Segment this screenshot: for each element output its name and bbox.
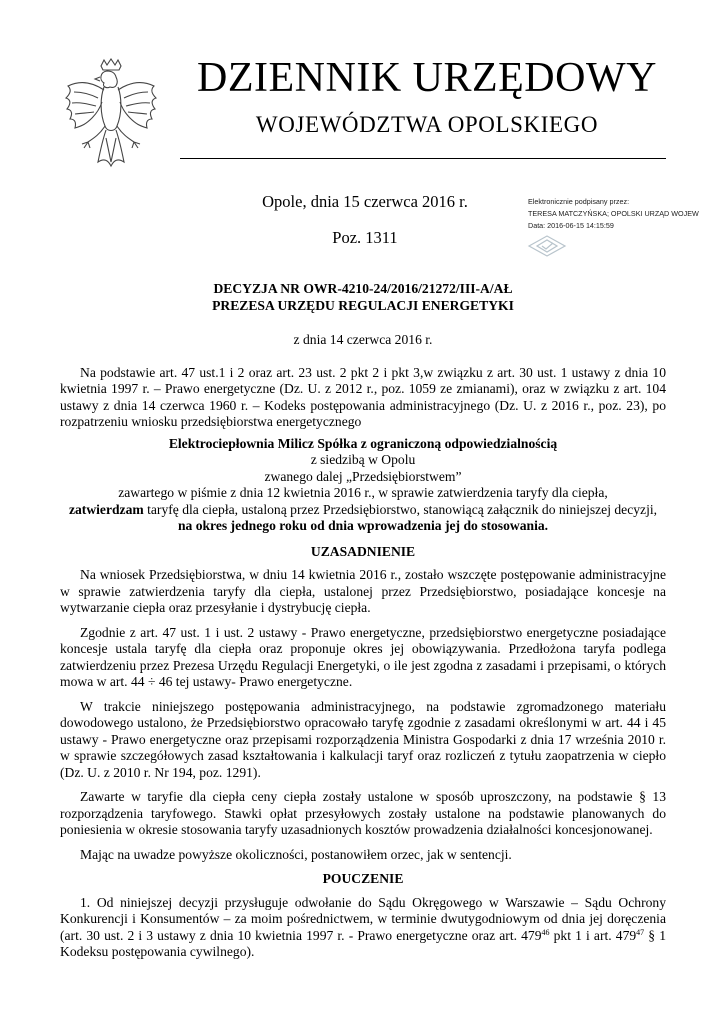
company-alias: zwanego dalej „Przedsiębiorstwem” <box>264 468 462 484</box>
approval-statement <box>60 502 666 519</box>
journal-subtitle: WOJEWÓDZTWA OPOLSKIEGO <box>255 112 599 137</box>
journal-title: DZIENNIK URZĘDOWY <box>197 55 657 101</box>
justification-paragraph: Zgodnie z art. 47 ust. 1 i ust. 2 ustawy - Prawo energetyczne, przedsiębiorstwo energetyczne posiadające koncesje ustala taryfę dla ciepła oraz proponuje okres jej obowiązywania. Przedłożona taryfa podlega zatwierdzeniu przez Prezesa Urzędu Regulacji Energetyki, o ile jest zgodna z zasadami i przepisami, o których mowa w art. 44 ÷ 46 tej ustawy- Prawo energetyczne. <box>60 624 666 689</box>
company-seat: z siedzibą w Opolu <box>310 452 416 467</box>
instruction-heading: POUCZENIE <box>322 871 404 886</box>
signature-check-icon <box>527 234 567 258</box>
application-reference: zawartego w piśmie z dnia 12 kwietnia 2016 r., w sprawie zatwierdzenia taryfy dla ciepła, <box>118 485 608 500</box>
justification-heading: UZASADNIENIE <box>310 543 416 559</box>
eagle-emblem-icon <box>62 58 160 168</box>
instruction-paragraph <box>60 895 666 961</box>
justification-paragraph: Zawarte w taryfie dla ciepła ceny ciepła zostały ustalone w sposób uproszczony, na podstawie § 13 rozporządzenia taryfowego. Stawki opłat przesyłowych zostały ustalone na podstawie planowanych do poniesienia w okresie stosowania taryfy uzasadnionych kosztów prowadzenia działalności koncesjonowanej. <box>60 789 666 837</box>
signature-signer: TERESA MATCZYŃSKA; OPOLSKI URZĄD WOJEW <box>528 209 699 218</box>
instruction-text-mid: pkt 1 i art. 479 <box>549 927 637 943</box>
header-divider <box>180 158 666 159</box>
instruction-text-end: § 1 Kodeksu postępowania cywilnego). <box>60 927 666 959</box>
article-superscript: 46 <box>541 927 550 937</box>
electronic-signature <box>528 196 718 232</box>
company-name: Elektrociepłownia Milicz Spółka z ograniczoną odpowiedzialnością <box>168 435 558 451</box>
decision-date: z dnia 14 czerwca 2016 r. <box>293 332 433 347</box>
decision-number: DECYZJA NR OWR-4210-24/2016/21272/III-A/AŁ <box>213 281 513 296</box>
justification-paragraph: Na wniosek Przedsiębiorstwa, w dniu 14 kwietnia 2016 r., zostało wszczęte postępowanie administracyjne w sprawie zatwierdzenia taryfy dla ciepła, ustalonej przez Przedsiębiorstwo, posiadające koncesje na wytwarzanie ciepła oraz przesyłanie i dystrybucję ciepła. <box>60 567 666 615</box>
article-superscript: 47 <box>636 927 645 937</box>
instruction-text-start: 1. Od niniejszej decyzji przysługuje odwołanie do Sądu Okręgowego w Warszawie – Sądu Ochrony Konkurencji i Konsumentów – za moim pośrednictwem, w terminie dwutygodniowym od dnia jej doręczenia (art. 30 ust. 2 i 3 ustawy z dnia 10 kwietnia 1997 r. - Prawo energetyczne oraz art. 479 <box>60 894 666 943</box>
position-number: Poz. 1311 <box>332 228 398 247</box>
justification-paragraph: W trakcie niniejszego postępowania administracyjnego, na podstawie zgromadzonego materiału dowodowego ustalono, że Przedsiębiorstwo opracowało taryfę zgodnie z zasadami określonymi w art. 44 i 45 ustawy - Prawo energetyczne oraz przepisami rozporządzenia Ministra Gospodarki z dnia 17 września 2010 r. w sprawie szczegółowych zasad kształtowania i kalkulacji taryf oraz rozliczeń z tytułu zaopatrzenia w ciepło (Dz. U. z 2010 r. Nr 194, poz. 1291). <box>60 698 666 780</box>
approve-keyword: zatwierdzam <box>68 501 144 517</box>
justification-paragraph: Mając na uwadze powyższe okoliczności, postanowiłem orzec, jak w sentencji. <box>80 846 512 862</box>
decision-intro: Na podstawie art. 47 ust.1 i 2 oraz art. 23 ust. 2 pkt 2 i pkt 3,w związku z art. 30 ust. 1 ustawy z dnia 10 kwietnia 1997 r. – Prawo energetyczne (Dz. U. z 2012 r., poz. 1059 ze zmianami), oraz w związku z art. 104 ustawy z dnia 14 czerwca 1960 r. – Kodeks postępowania administracyjnego (Dz. U. z 2016 r., poz. 23), po rozpatrzeniu wniosku przedsiębiorstwa energetycznego <box>60 364 666 429</box>
signature-date: Data: 2016-06-15 14:15:59 <box>528 221 614 230</box>
publication-date: Opole, dnia 15 czerwca 2016 r. <box>262 192 468 211</box>
signature-label: Elektronicznie podpisany przez: <box>528 197 630 206</box>
document-body <box>60 280 666 961</box>
decision-authority: PREZESA URZĘDU REGULACJI ENERGETYKI <box>212 298 514 313</box>
approve-text: taryfę dla ciepła, ustaloną przez Przedsiębiorstwo, stanowiącą załącznik do niniejszej decyzji, <box>143 501 658 517</box>
approval-period: na okres jednego roku od dnia wprowadzenia jej do stosowania. <box>177 518 549 533</box>
